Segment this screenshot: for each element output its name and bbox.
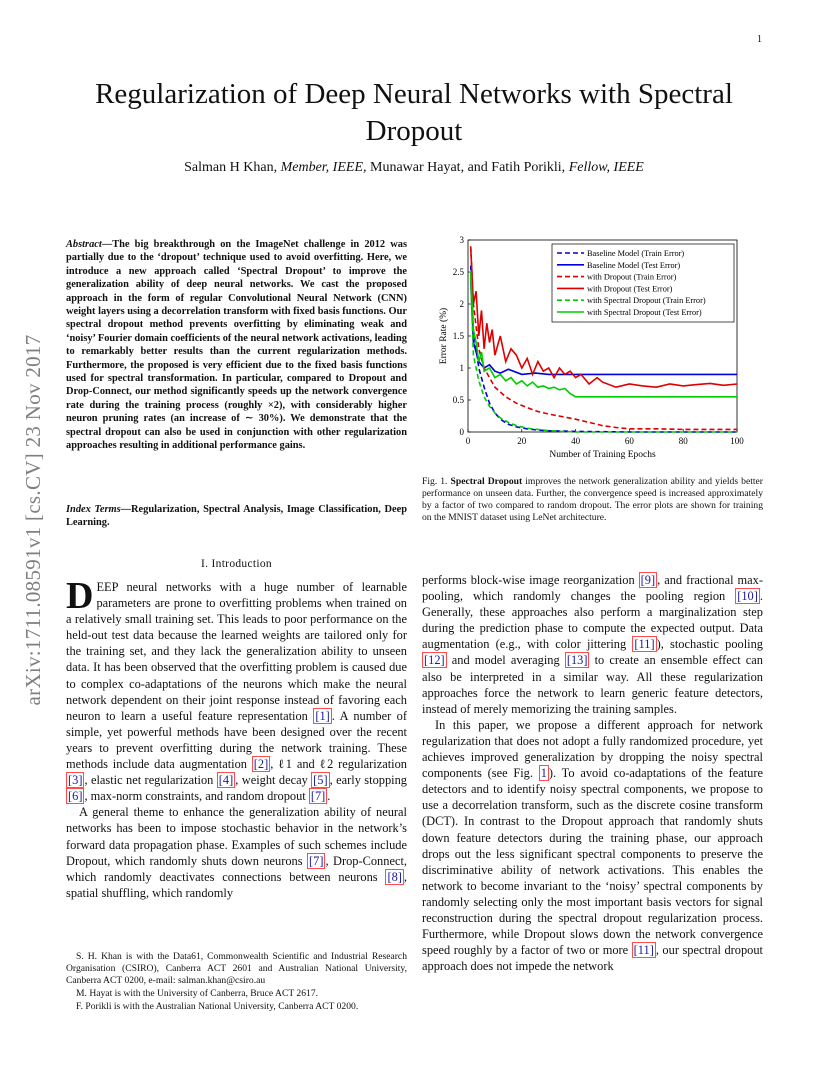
legend-entry: Baseline Model (Train Error): [587, 249, 685, 258]
abstract-text: —The big breakthrough on the ImageNet challenge in 2012 was partially due to the ‘dropout’ technique used to avoid overfitting. Here, we introduce a new approach called ‘Spectral Dropout’ to improve the generalization ability of deep neural networks. We cast the proposed approach in the form of regular Convolutional Neural Network (CNN) weight layers using a decorrelation transform with fixed basis functions. Our spectral dropout method prevents overfitting by eliminating weak and ‘noisy’ Fourier domain coefficients of the neural network activations, leading to remarkably better results than the current regularization methods. Furthermore, the proposed is very efficient due to the fixed basis functions used for spectral transformation. In particular, compared to Dropout and Drop-Connect, our method significantly speeds up the network convergence rate during the training process (roughly ×2), with considerably higher neuron pruning rates (an increase of ∼ 30%). We demonstrate that the spectral dropout can also be used in conjunction with other regularization approaches resulting in additional performance gains.: [66, 239, 407, 452]
abstract: [66, 238, 407, 453]
x-tick-label: 80: [678, 436, 688, 446]
author-1-role: Member, IEEE,: [280, 160, 367, 175]
footnote: M. Hayat is with the University of Canberra, Bruce ACT 2617.: [76, 988, 319, 999]
footnote: F. Porikli is with the Australian National University, Canberra ACT 0200.: [76, 1001, 359, 1012]
y-tick-label: 1: [459, 363, 464, 373]
citation-link[interactable]: [3]: [68, 773, 83, 788]
legend-entry: with Dropout (Train Error): [587, 272, 677, 282]
citation-link[interactable]: [4]: [218, 773, 234, 788]
text-run: to create an ensemble effect can also be interpreted in a similar way. All these regularization approaches force the network to learn generic feature detectors, instead of merely memorizing the training samples.: [422, 653, 763, 716]
citation-link[interactable]: [13]: [566, 653, 588, 668]
text-run: , our spectral dropout approach does not impede the network: [422, 943, 764, 974]
author-3-role: Fellow, IEEE: [568, 160, 644, 175]
figure-caption-text: improves the network generalization ability and yields better performance on unseen data. Further, the convergence speed is increased approximately by a factor of two compared to random dropout. The error plots are shown for training on the MNIST dataset using LeNet architecture.: [422, 476, 763, 523]
y-tick-label: 1.5: [452, 331, 464, 341]
y-tick-label: 2: [459, 299, 464, 309]
legend-entry: with Spectral Dropout (Train Error): [587, 296, 706, 306]
footnotes: [66, 951, 407, 1014]
figure-caption-bold: Spectral Dropout: [450, 476, 523, 487]
legend-entry: with Spectral Dropout (Test Error): [587, 308, 702, 317]
author-line: [60, 160, 768, 176]
text-run: . Generally, these approaches also perform a marginalization step during the prediction phase to compute the expected output. Data augmentation (e.g., with color jittering: [422, 589, 763, 652]
x-tick-label: 0: [465, 436, 471, 446]
citation-link[interactable]: [7]: [310, 789, 326, 804]
intro-paragraph-2: [66, 804, 407, 901]
citation-link[interactable]: [7]: [309, 853, 324, 868]
text-run: and model averaging: [446, 653, 565, 668]
drop-cap: D: [66, 575, 94, 617]
text-run: ), stochastic pooling: [656, 637, 763, 652]
text-run: . A number of simple, yet powerful methods have been designed over the recent years to prevent overfitting during the network training. These methods include data augmentation: [66, 708, 407, 772]
text-run: performs block-wise image reorganization: [422, 573, 639, 587]
text-run: , weight decay: [235, 773, 312, 788]
citation-link[interactable]: [9]: [640, 573, 656, 587]
citation-link[interactable]: [10]: [737, 589, 758, 604]
text-run: , early stopping: [329, 773, 407, 788]
index-terms-text: —Regularization, Spectral Analysis, Image Classification, Deep Learning.: [66, 504, 407, 529]
index-terms: [66, 503, 407, 530]
abstract-label: Abstract: [66, 239, 102, 250]
footnote: S. H. Khan is with the Data61, Commonwealth Scientific and Industrial Research Organisation (CSIRO), Canberra ACT 2601 and Australian National University, Canberra ACT 0200, e-mail: salman.khan@csiro.au: [66, 951, 407, 986]
figure-caption: [422, 476, 763, 524]
text-run: ). To avoid co-adaptations of the feature detectors and to identify noisy spectral components, we propose to use a decorrelation transform, such as the discrete cosine transform (DCT). In contrast to the Dropout approach that randomly shuts down feature detectors during the training phase, our approach drops out the less significant spectral components to preserve the discriminative ability of network activations. This enables the network to become invariant to the ‘noisy’ spectral components by randomly selecting only the most important basis vectors for signal reconstruction during the spectral dropout regularization process. Furthermore, while Dropout slows down the network convergence speed roughly by a factor of two or more: [422, 766, 763, 958]
section-heading: I. Introduction: [201, 558, 272, 570]
citation-link[interactable]: [11]: [633, 943, 654, 958]
left-column-body: [66, 575, 407, 901]
page-number: 1: [757, 34, 762, 45]
right-column-body: [422, 572, 763, 974]
y-tick-label: 0.5: [452, 395, 464, 405]
error-rate-chart: [432, 232, 762, 464]
text-run: EEP neural networks with a huge number of learnable parameters are prone to overfitting problems when trained on a relatively small training set. This leads to poor performance on the held-out test data because the learned weights are tailored only for the training set, and they lack the generalization ability to unseen data. It has been observed that the overfitting problem is caused due to complex co-adaptations of the neurons which make the neural network dependent on their joint response instead of favoring each neuron to learn a useful feature representation: [66, 580, 407, 723]
intro-paragraph-3: [422, 572, 763, 717]
intro-paragraph-4: [422, 717, 763, 975]
arxiv-identifier-stamp: arXiv:1711.08591v1 [cs.CV] 23 Nov 2017: [21, 334, 45, 706]
x-tick-label: 100: [730, 436, 744, 446]
intro-paragraph-1: [66, 575, 407, 804]
y-axis-label: Error Rate (%): [439, 307, 449, 365]
y-tick-label: 0: [459, 427, 464, 437]
text-run: , max-norm constraints, and random dropout: [84, 789, 309, 804]
text-run: , elastic net regularization: [84, 773, 217, 788]
text-run: .: [327, 789, 331, 804]
text-run: , and fractional max-pooling, which randomly changes the pooling region: [422, 573, 763, 604]
index-terms-label: Index Terms: [66, 504, 121, 515]
y-tick-label: 3: [459, 235, 464, 245]
x-axis-label: Number of Training Epochs: [549, 450, 656, 460]
citation-link[interactable]: [12]: [424, 653, 445, 668]
legend-entry: Baseline Model (Test Error): [587, 260, 681, 270]
x-tick-label: 40: [571, 436, 581, 446]
figure-label: Fig. 1.: [422, 476, 448, 487]
citation-link[interactable]: [11]: [634, 637, 655, 652]
citation-link[interactable]: [1]: [315, 708, 330, 723]
paper-title: Regularization of Deep Neural Networks with Spectral Dropout: [95, 78, 733, 147]
citation-link[interactable]: [8]: [387, 869, 402, 884]
y-tick-label: 2.5: [452, 267, 464, 277]
legend-entry: with Dropout (Test Error): [587, 284, 673, 294]
x-tick-label: 20: [517, 436, 527, 446]
author-1: Salman H Khan,: [184, 160, 281, 175]
text-run: , Drop-Connect, which randomly deactivates connections between neurons: [66, 853, 407, 884]
figure-reference-link[interactable]: 1: [540, 766, 547, 781]
citation-link[interactable]: [5]: [313, 773, 328, 788]
text-run: In this paper, we propose a different approach for network regularization that does not adopt a fully randomized procedure, yet achieves improved generalization by dropping the noisy spectral components (see Fig.: [422, 717, 763, 781]
text-run: A general theme to enhance the generalization ability of neural networks has been to impose stochastic behavior in the network’s forward data propagation phase. Examples of such schemes include Dropout, which randomly shuts down neurons: [66, 805, 407, 868]
citation-link[interactable]: [2]: [253, 757, 269, 772]
citation-link[interactable]: [6]: [68, 789, 83, 804]
text-run: , spatial shuffling, which randomly: [66, 869, 407, 900]
authors-2-3: Munawar Hayat, and Fatih Porikli,: [366, 160, 569, 175]
text-run: , ℓ1 and ℓ2 regularization: [270, 757, 407, 772]
x-tick-label: 60: [624, 436, 634, 446]
